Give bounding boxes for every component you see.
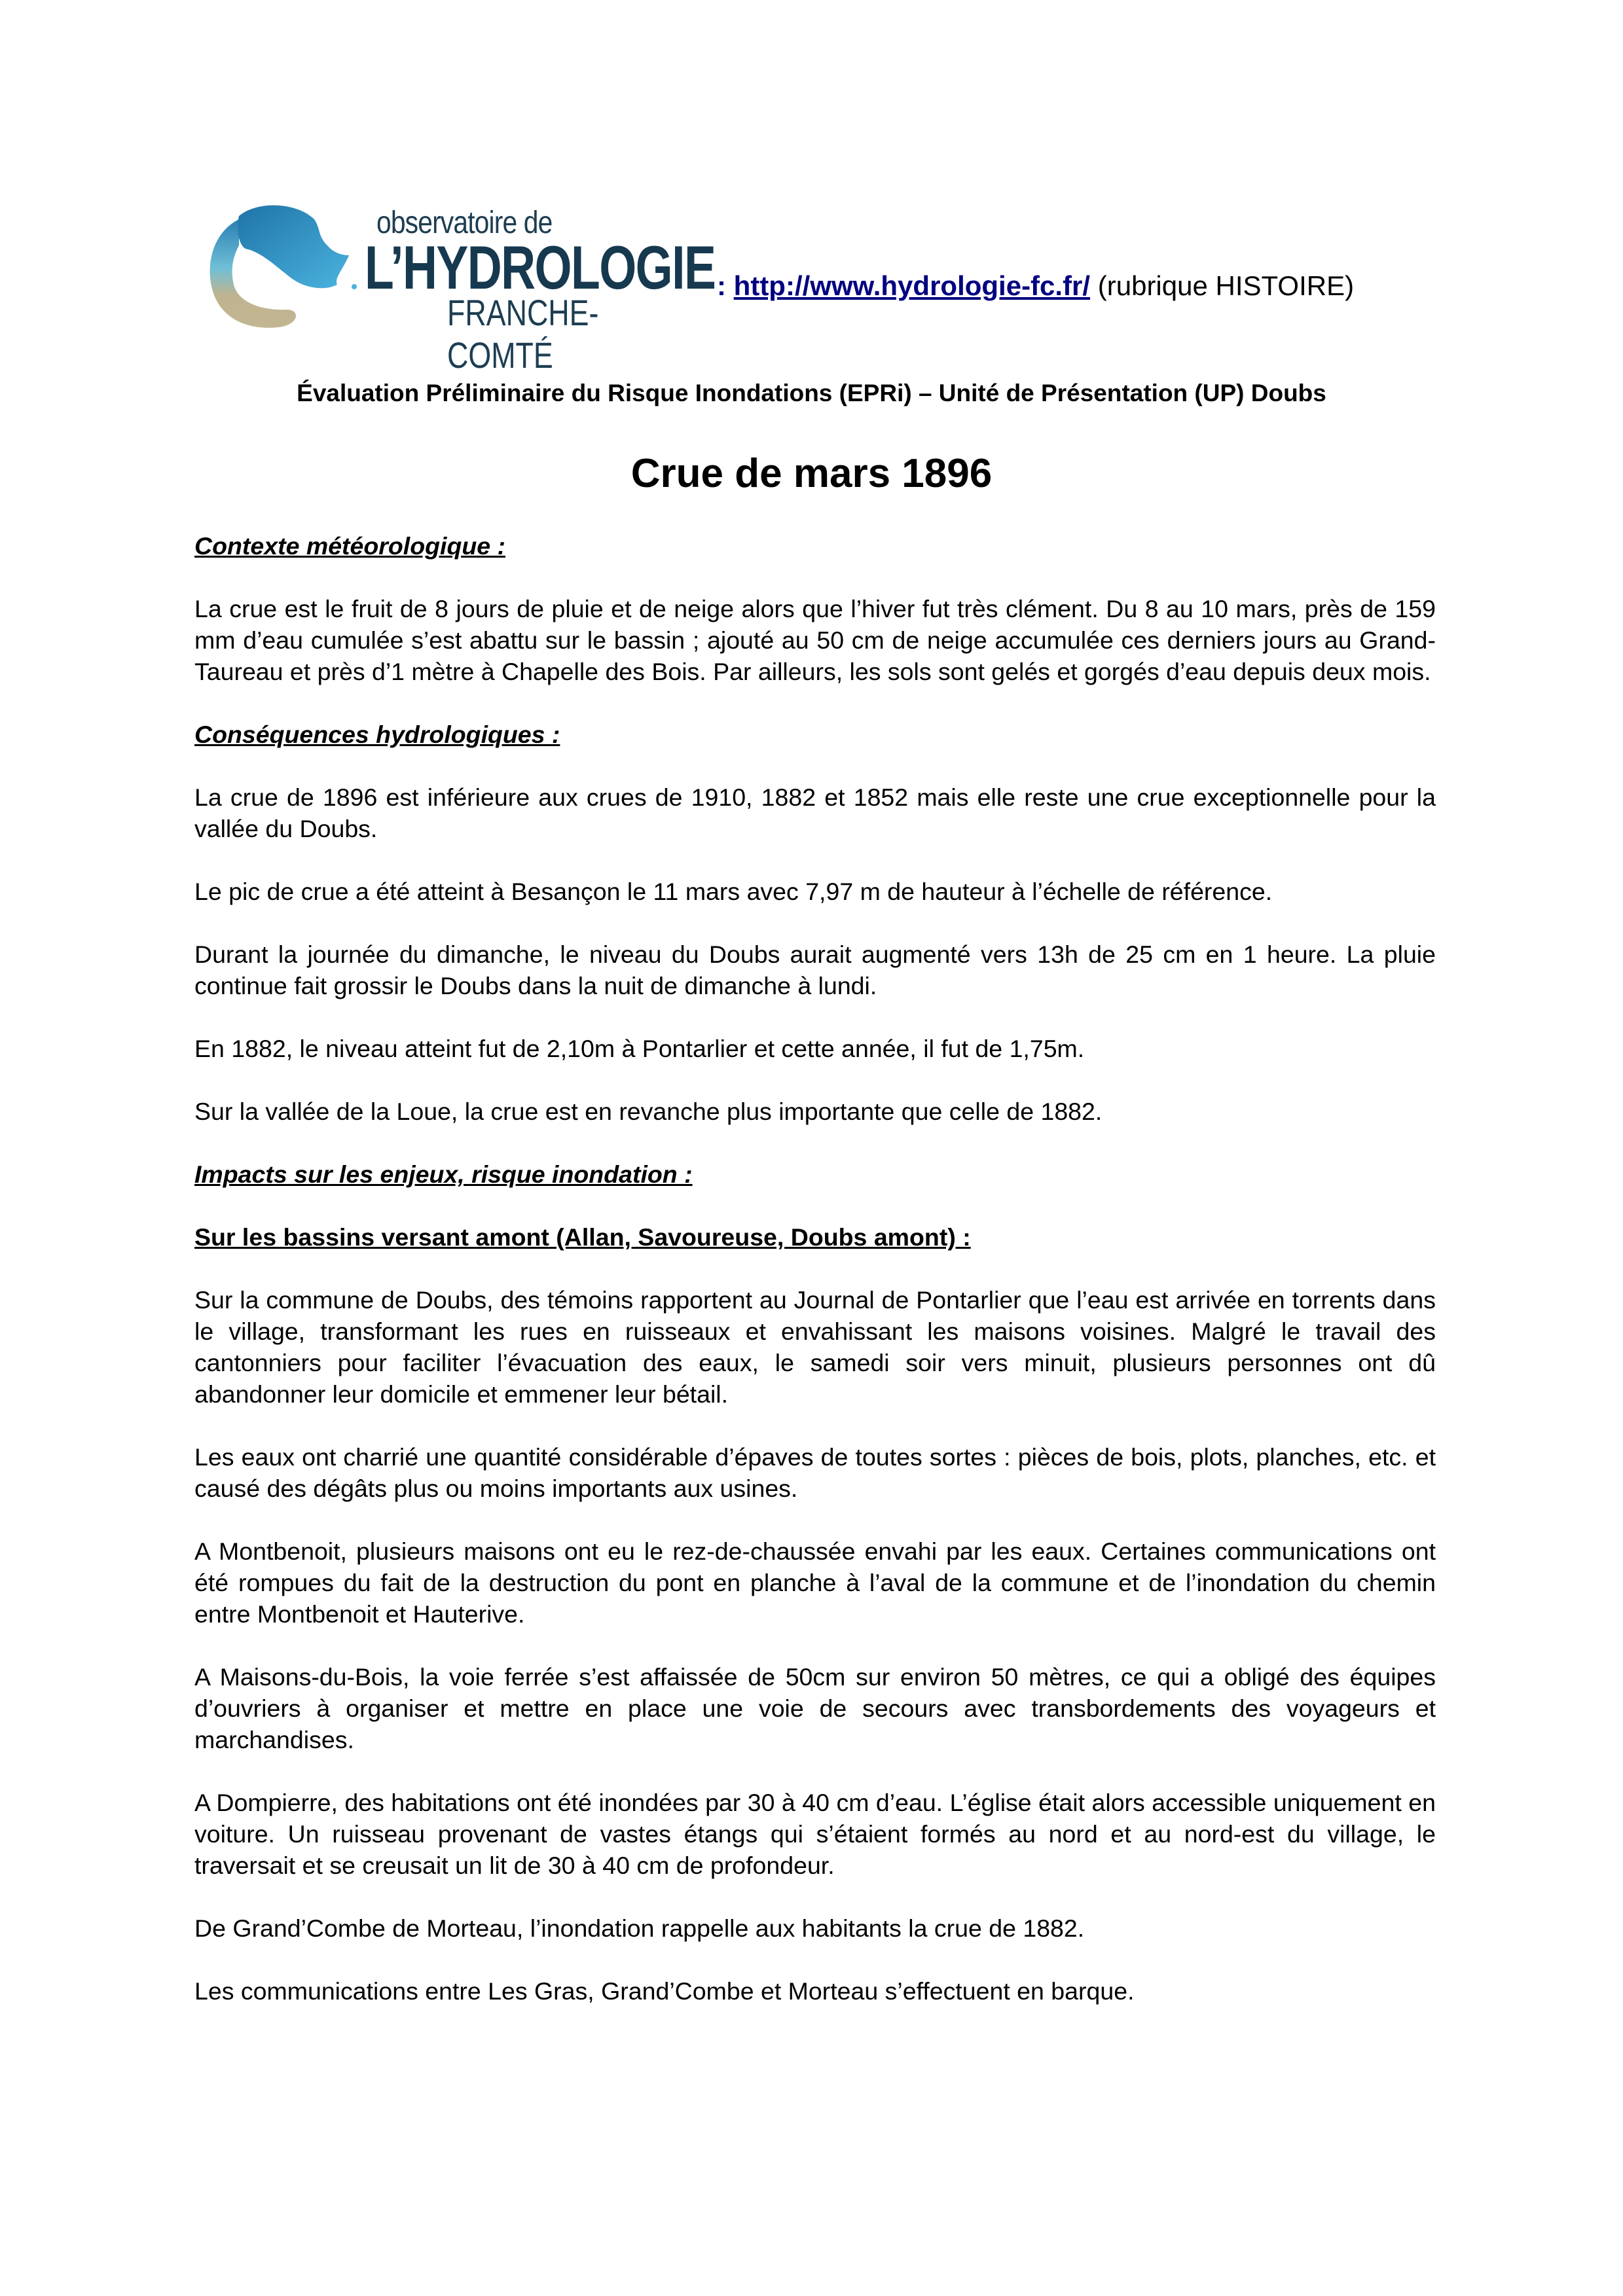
document-body — [194, 530, 1436, 2007]
paragraph: Durant la journée du dimanche, le niveau du Doubs aurait augmenté vers 13h de 25 cm en 1 heure. La pluie continue fait grossir le Doubs dans la nuit de dimanche à lundi. — [194, 941, 1436, 999]
section-heading-impacts: Impacts sur les enjeux, risque inondation : — [194, 1160, 693, 1188]
document-subtitle: Évaluation Préliminaire du Risque Inondations (EPRi) – Unité de Présentation (UP) Doubs — [297, 380, 1326, 406]
logo-line-2: L’HYDROLOGIE — [365, 233, 716, 302]
paragraph: Les eaux ont charrié une quantité considérable d’épaves de toutes sortes : pièces de bois, plots, planches, etc. et causé des dégâts plus ou moins importants aux usines. — [194, 1443, 1436, 1502]
logo-line-1: observatoire de — [376, 206, 553, 240]
website-link[interactable]: http://www.hydrologie-fc.fr/ — [733, 270, 1091, 301]
paragraph: Sur la commune de Doubs, des témoins rapportent au Journal de Pontarlier que l’eau est arrivée en torrents dans le village, transformant les rues en ruisseaux et envahissant les maisons voisines. Malgré le travail des cantonniers pour faciliter l’évacuation des eaux, le samedi soir vers minuit, plusieurs personnes ont dû abandonner leur domicile et emmener leur bétail. — [194, 1286, 1436, 1408]
section-heading-hydro: Conséquences hydrologiques : — [194, 721, 560, 748]
paragraph: A Dompierre, des habitations ont été inondées par 30 à 40 cm d’eau. L’église était alors accessible uniquement en voiture. Un ruisseau provenant de vastes étangs qui s’étaient formés au nord et au nord-est du village, le traversait et se creusait un lit de 30 à 40 cm de profondeur. — [194, 1789, 1436, 1879]
website-section-label: (rubrique HISTOIRE) — [1097, 270, 1355, 301]
paragraph: De Grand’Combe de Morteau, l’inondation rappelle aux habitants la crue de 1882. — [194, 1914, 1085, 1942]
paragraph: Les communications entre Les Gras, Grand’Combe et Morteau s’effectuent en barque. — [194, 1977, 1135, 2005]
paragraph: En 1882, le niveau atteint fut de 2,10m à Pontarlier et cette année, il fut de 1,75m. — [194, 1035, 1085, 1062]
paragraph: A Montbenoit, plusieurs maisons ont eu le rez-de-chaussée envahi par les eaux. Certaines communications ont été rompues du fait de la destruction du pont en planche à l’aval de la commune et de l’inondation du chemin entre Montbenoit et Hauterive. — [194, 1537, 1436, 1628]
separator: : — [717, 270, 726, 301]
paragraph: Sur la vallée de la Loue, la crue est en revanche plus importante que celle de 1882. — [194, 1098, 1103, 1125]
website-reference — [717, 270, 1354, 302]
logo-mark-icon — [200, 193, 357, 337]
paragraph: A Maisons-du-Bois, la voie ferrée s’est affaissée de 50cm sur environ 50 mètres, ce qui a obligé des équipes d’ouvriers à organiser et mettre en place une voie de secours avec transbordements des voyageurs et marchandises. — [194, 1663, 1436, 1753]
subsection-heading-amont: Sur les bassins versant amont (Allan, Savoureuse, Doubs amont) : — [194, 1223, 971, 1251]
observatoire-logo — [200, 193, 716, 376]
paragraph: La crue de 1896 est inférieure aux crues de 1910, 1882 et 1852 mais elle reste une crue exceptionnelle pour la vallée du Doubs. — [194, 783, 1436, 842]
paragraph: La crue est le fruit de 8 jours de pluie et de neige alors que l’hiver fut très clément. Du 8 au 10 mars, près de 159 mm d’eau cumulée s’est abattu sur le bassin ; ajouté au 50 cm de neige accumulée ces derniers jours au Grand-Taureau et près d’1 mètre à Chapelle des Bois. Par ailleurs, les sols sont gelés et gorgés d’eau depuis deux mois. — [194, 595, 1436, 685]
header — [200, 193, 1444, 376]
logo-line-3: FRANCHE-COMTÉ — [447, 292, 599, 376]
section-heading-meteo: Contexte météorologique : — [194, 532, 506, 560]
document-title: Crue de mars 1896 — [630, 451, 993, 496]
paragraph: Le pic de crue a été atteint à Besançon le 11 mars avec 7,97 m de hauteur à l’échelle de référence. — [194, 878, 1273, 905]
